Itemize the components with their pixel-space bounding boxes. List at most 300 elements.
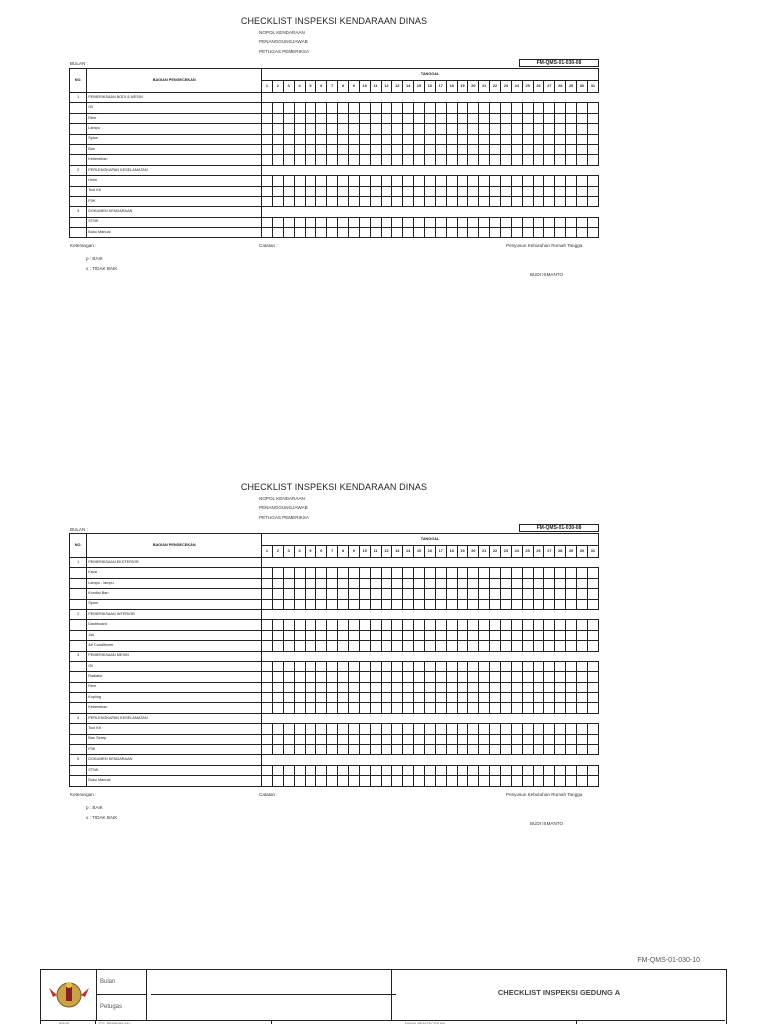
check-cell[interactable] — [305, 599, 316, 609]
check-cell[interactable] — [566, 144, 577, 154]
check-cell[interactable] — [479, 113, 490, 123]
check-cell[interactable] — [587, 568, 598, 578]
check-cell[interactable] — [403, 144, 414, 154]
check-cell[interactable] — [338, 620, 349, 630]
check-cell[interactable] — [370, 745, 381, 755]
check-cell[interactable] — [348, 661, 359, 671]
check-cell[interactable] — [272, 176, 283, 186]
check-cell[interactable] — [414, 228, 425, 238]
check-cell[interactable] — [381, 155, 392, 165]
check-cell[interactable] — [566, 134, 577, 144]
check-cell[interactable] — [294, 568, 305, 578]
check-cell[interactable] — [370, 228, 381, 238]
check-cell[interactable] — [359, 144, 370, 154]
check-cell[interactable] — [348, 682, 359, 692]
check-cell[interactable] — [490, 693, 501, 703]
check-cell[interactable] — [490, 568, 501, 578]
check-cell[interactable] — [348, 672, 359, 682]
check-cell[interactable] — [544, 776, 555, 786]
check-cell[interactable] — [468, 693, 479, 703]
check-cell[interactable] — [446, 228, 457, 238]
check-cell[interactable] — [566, 620, 577, 630]
check-cell[interactable] — [446, 103, 457, 113]
check-cell[interactable] — [381, 693, 392, 703]
check-cell[interactable] — [555, 765, 566, 775]
check-cell[interactable] — [403, 155, 414, 165]
check-cell[interactable] — [511, 578, 522, 588]
check-cell[interactable] — [327, 196, 338, 206]
check-cell[interactable] — [381, 578, 392, 588]
check-cell[interactable] — [283, 113, 294, 123]
check-cell[interactable] — [424, 693, 435, 703]
check-cell[interactable] — [511, 589, 522, 599]
check-cell[interactable] — [511, 144, 522, 154]
check-cell[interactable] — [457, 176, 468, 186]
check-cell[interactable] — [457, 103, 468, 113]
check-cell[interactable] — [403, 217, 414, 227]
check-cell[interactable] — [359, 661, 370, 671]
check-cell[interactable] — [435, 693, 446, 703]
check-cell[interactable] — [576, 155, 587, 165]
check-cell[interactable] — [424, 703, 435, 713]
check-cell[interactable] — [566, 186, 577, 196]
check-cell[interactable] — [522, 776, 533, 786]
check-cell[interactable] — [511, 703, 522, 713]
check-cell[interactable] — [370, 186, 381, 196]
check-cell[interactable] — [544, 630, 555, 640]
check-cell[interactable] — [533, 745, 544, 755]
check-cell[interactable] — [294, 745, 305, 755]
check-cell[interactable] — [435, 186, 446, 196]
check-cell[interactable] — [435, 682, 446, 692]
check-cell[interactable] — [424, 589, 435, 599]
check-cell[interactable] — [370, 113, 381, 123]
check-cell[interactable] — [555, 630, 566, 640]
check-cell[interactable] — [587, 630, 598, 640]
check-cell[interactable] — [348, 776, 359, 786]
check-cell[interactable] — [316, 568, 327, 578]
check-cell[interactable] — [262, 134, 273, 144]
check-cell[interactable] — [533, 144, 544, 154]
check-cell[interactable] — [359, 228, 370, 238]
check-cell[interactable] — [272, 620, 283, 630]
check-cell[interactable] — [576, 124, 587, 134]
check-cell[interactable] — [500, 745, 511, 755]
check-cell[interactable] — [370, 196, 381, 206]
check-cell[interactable] — [348, 599, 359, 609]
check-cell[interactable] — [370, 568, 381, 578]
check-cell[interactable] — [566, 599, 577, 609]
check-cell[interactable] — [294, 724, 305, 734]
check-cell[interactable] — [424, 599, 435, 609]
check-cell[interactable] — [479, 734, 490, 744]
check-cell[interactable] — [262, 217, 273, 227]
check-cell[interactable] — [479, 578, 490, 588]
check-cell[interactable] — [348, 703, 359, 713]
check-cell[interactable] — [414, 568, 425, 578]
check-cell[interactable] — [479, 228, 490, 238]
check-cell[interactable] — [424, 113, 435, 123]
check-cell[interactable] — [555, 589, 566, 599]
check-cell[interactable] — [359, 682, 370, 692]
check-cell[interactable] — [316, 113, 327, 123]
check-cell[interactable] — [327, 589, 338, 599]
check-cell[interactable] — [338, 134, 349, 144]
check-cell[interactable] — [587, 620, 598, 630]
check-cell[interactable] — [544, 155, 555, 165]
check-cell[interactable] — [392, 196, 403, 206]
check-cell[interactable] — [576, 620, 587, 630]
check-cell[interactable] — [587, 724, 598, 734]
check-cell[interactable] — [522, 124, 533, 134]
check-cell[interactable] — [435, 661, 446, 671]
check-cell[interactable] — [566, 630, 577, 640]
check-cell[interactable] — [544, 568, 555, 578]
check-cell[interactable] — [305, 155, 316, 165]
check-cell[interactable] — [522, 641, 533, 651]
check-cell[interactable] — [414, 155, 425, 165]
check-cell[interactable] — [305, 134, 316, 144]
check-cell[interactable] — [262, 124, 273, 134]
check-cell[interactable] — [576, 630, 587, 640]
check-cell[interactable] — [327, 661, 338, 671]
check-cell[interactable] — [424, 124, 435, 134]
check-cell[interactable] — [500, 672, 511, 682]
check-cell[interactable] — [381, 682, 392, 692]
check-cell[interactable] — [381, 103, 392, 113]
check-cell[interactable] — [468, 228, 479, 238]
check-cell[interactable] — [294, 176, 305, 186]
check-cell[interactable] — [457, 599, 468, 609]
check-cell[interactable] — [533, 599, 544, 609]
check-cell[interactable] — [544, 113, 555, 123]
check-cell[interactable] — [424, 144, 435, 154]
check-cell[interactable] — [490, 217, 501, 227]
check-cell[interactable] — [327, 765, 338, 775]
check-cell[interactable] — [479, 196, 490, 206]
check-cell[interactable] — [305, 745, 316, 755]
check-cell[interactable] — [316, 641, 327, 651]
check-cell[interactable] — [566, 703, 577, 713]
check-cell[interactable] — [262, 578, 273, 588]
check-cell[interactable] — [316, 134, 327, 144]
check-cell[interactable] — [490, 578, 501, 588]
check-cell[interactable] — [457, 134, 468, 144]
check-cell[interactable] — [272, 103, 283, 113]
check-cell[interactable] — [446, 599, 457, 609]
check-cell[interactable] — [414, 144, 425, 154]
check-cell[interactable] — [576, 217, 587, 227]
check-cell[interactable] — [555, 693, 566, 703]
check-cell[interactable] — [370, 703, 381, 713]
check-cell[interactable] — [424, 641, 435, 651]
check-cell[interactable] — [479, 599, 490, 609]
check-cell[interactable] — [522, 630, 533, 640]
check-cell[interactable] — [316, 196, 327, 206]
check-cell[interactable] — [490, 589, 501, 599]
check-cell[interactable] — [500, 228, 511, 238]
check-cell[interactable] — [403, 703, 414, 713]
check-cell[interactable] — [327, 599, 338, 609]
check-cell[interactable] — [533, 661, 544, 671]
check-cell[interactable] — [566, 661, 577, 671]
check-cell[interactable] — [294, 217, 305, 227]
check-cell[interactable] — [533, 672, 544, 682]
check-cell[interactable] — [479, 124, 490, 134]
check-cell[interactable] — [468, 682, 479, 692]
check-cell[interactable] — [403, 589, 414, 599]
check-cell[interactable] — [435, 103, 446, 113]
check-cell[interactable] — [533, 228, 544, 238]
check-cell[interactable] — [468, 734, 479, 744]
check-cell[interactable] — [500, 630, 511, 640]
check-cell[interactable] — [327, 724, 338, 734]
check-cell[interactable] — [316, 672, 327, 682]
check-cell[interactable] — [468, 113, 479, 123]
check-cell[interactable] — [272, 599, 283, 609]
check-cell[interactable] — [533, 113, 544, 123]
check-cell[interactable] — [403, 176, 414, 186]
check-cell[interactable] — [283, 724, 294, 734]
check-cell[interactable] — [500, 155, 511, 165]
check-cell[interactable] — [522, 217, 533, 227]
check-cell[interactable] — [359, 765, 370, 775]
check-cell[interactable] — [522, 765, 533, 775]
check-cell[interactable] — [283, 103, 294, 113]
check-cell[interactable] — [490, 661, 501, 671]
check-cell[interactable] — [490, 703, 501, 713]
check-cell[interactable] — [403, 661, 414, 671]
check-cell[interactable] — [327, 734, 338, 744]
check-cell[interactable] — [566, 217, 577, 227]
check-cell[interactable] — [566, 568, 577, 578]
check-cell[interactable] — [555, 682, 566, 692]
check-cell[interactable] — [457, 155, 468, 165]
check-cell[interactable] — [262, 734, 273, 744]
check-cell[interactable] — [348, 134, 359, 144]
check-cell[interactable] — [511, 134, 522, 144]
check-cell[interactable] — [511, 186, 522, 196]
check-cell[interactable] — [424, 620, 435, 630]
check-cell[interactable] — [370, 599, 381, 609]
check-cell[interactable] — [338, 144, 349, 154]
check-cell[interactable] — [446, 661, 457, 671]
check-cell[interactable] — [392, 734, 403, 744]
check-cell[interactable] — [555, 776, 566, 786]
check-cell[interactable] — [294, 765, 305, 775]
check-cell[interactable] — [283, 672, 294, 682]
check-cell[interactable] — [544, 703, 555, 713]
check-cell[interactable] — [479, 765, 490, 775]
check-cell[interactable] — [500, 589, 511, 599]
check-cell[interactable] — [457, 630, 468, 640]
check-cell[interactable] — [544, 661, 555, 671]
check-cell[interactable] — [511, 641, 522, 651]
check-cell[interactable] — [414, 589, 425, 599]
check-cell[interactable] — [272, 589, 283, 599]
check-cell[interactable] — [305, 682, 316, 692]
check-cell[interactable] — [348, 641, 359, 651]
check-cell[interactable] — [327, 703, 338, 713]
check-cell[interactable] — [392, 745, 403, 755]
check-cell[interactable] — [500, 568, 511, 578]
check-cell[interactable] — [359, 196, 370, 206]
check-cell[interactable] — [348, 724, 359, 734]
check-cell[interactable] — [435, 228, 446, 238]
check-cell[interactable] — [533, 124, 544, 134]
check-cell[interactable] — [511, 765, 522, 775]
check-cell[interactable] — [468, 103, 479, 113]
check-cell[interactable] — [359, 134, 370, 144]
check-cell[interactable] — [522, 589, 533, 599]
check-cell[interactable] — [424, 228, 435, 238]
check-cell[interactable] — [414, 776, 425, 786]
check-cell[interactable] — [544, 620, 555, 630]
check-cell[interactable] — [544, 745, 555, 755]
check-cell[interactable] — [338, 186, 349, 196]
check-cell[interactable] — [359, 693, 370, 703]
check-cell[interactable] — [435, 745, 446, 755]
check-cell[interactable] — [511, 568, 522, 578]
check-cell[interactable] — [403, 693, 414, 703]
check-cell[interactable] — [576, 776, 587, 786]
check-cell[interactable] — [566, 724, 577, 734]
check-cell[interactable] — [392, 765, 403, 775]
check-cell[interactable] — [446, 693, 457, 703]
check-cell[interactable] — [544, 682, 555, 692]
check-cell[interactable] — [566, 641, 577, 651]
check-cell[interactable] — [370, 672, 381, 682]
check-cell[interactable] — [576, 113, 587, 123]
check-cell[interactable] — [305, 672, 316, 682]
check-cell[interactable] — [435, 578, 446, 588]
check-cell[interactable] — [457, 682, 468, 692]
check-cell[interactable] — [544, 693, 555, 703]
check-cell[interactable] — [566, 589, 577, 599]
check-cell[interactable] — [327, 672, 338, 682]
check-cell[interactable] — [414, 599, 425, 609]
check-cell[interactable] — [392, 144, 403, 154]
check-cell[interactable] — [272, 693, 283, 703]
check-cell[interactable] — [490, 724, 501, 734]
check-cell[interactable] — [446, 176, 457, 186]
check-cell[interactable] — [479, 630, 490, 640]
check-cell[interactable] — [294, 641, 305, 651]
check-cell[interactable] — [446, 589, 457, 599]
check-cell[interactable] — [272, 703, 283, 713]
check-cell[interactable] — [566, 693, 577, 703]
check-cell[interactable] — [305, 765, 316, 775]
check-cell[interactable] — [468, 630, 479, 640]
check-cell[interactable] — [392, 703, 403, 713]
check-cell[interactable] — [446, 776, 457, 786]
check-cell[interactable] — [457, 589, 468, 599]
check-cell[interactable] — [587, 228, 598, 238]
check-cell[interactable] — [359, 217, 370, 227]
check-cell[interactable] — [446, 703, 457, 713]
check-cell[interactable] — [359, 641, 370, 651]
check-cell[interactable] — [283, 217, 294, 227]
check-cell[interactable] — [446, 196, 457, 206]
check-cell[interactable] — [500, 599, 511, 609]
check-cell[interactable] — [533, 703, 544, 713]
check-cell[interactable] — [435, 599, 446, 609]
check-cell[interactable] — [457, 228, 468, 238]
check-cell[interactable] — [457, 641, 468, 651]
check-cell[interactable] — [544, 724, 555, 734]
check-cell[interactable] — [533, 693, 544, 703]
check-cell[interactable] — [381, 134, 392, 144]
check-cell[interactable] — [490, 641, 501, 651]
check-cell[interactable] — [457, 734, 468, 744]
check-cell[interactable] — [359, 745, 370, 755]
check-cell[interactable] — [272, 568, 283, 578]
check-cell[interactable] — [283, 745, 294, 755]
check-cell[interactable] — [435, 776, 446, 786]
check-cell[interactable] — [511, 599, 522, 609]
check-cell[interactable] — [533, 134, 544, 144]
check-cell[interactable] — [294, 144, 305, 154]
check-cell[interactable] — [500, 620, 511, 630]
check-cell[interactable] — [511, 155, 522, 165]
check-cell[interactable] — [338, 589, 349, 599]
check-cell[interactable] — [316, 578, 327, 588]
check-cell[interactable] — [446, 745, 457, 755]
check-cell[interactable] — [414, 620, 425, 630]
check-cell[interactable] — [316, 228, 327, 238]
check-cell[interactable] — [262, 113, 273, 123]
check-cell[interactable] — [403, 682, 414, 692]
check-cell[interactable] — [294, 589, 305, 599]
check-cell[interactable] — [457, 124, 468, 134]
check-cell[interactable] — [533, 641, 544, 651]
check-cell[interactable] — [555, 217, 566, 227]
check-cell[interactable] — [566, 776, 577, 786]
check-cell[interactable] — [392, 155, 403, 165]
check-cell[interactable] — [500, 103, 511, 113]
check-cell[interactable] — [587, 186, 598, 196]
check-cell[interactable] — [479, 589, 490, 599]
check-cell[interactable] — [500, 641, 511, 651]
check-cell[interactable] — [316, 599, 327, 609]
check-cell[interactable] — [511, 745, 522, 755]
check-cell[interactable] — [479, 217, 490, 227]
check-cell[interactable] — [414, 703, 425, 713]
check-cell[interactable] — [522, 113, 533, 123]
check-cell[interactable] — [544, 124, 555, 134]
check-cell[interactable] — [555, 661, 566, 671]
check-cell[interactable] — [435, 724, 446, 734]
check-cell[interactable] — [403, 103, 414, 113]
check-cell[interactable] — [338, 630, 349, 640]
check-cell[interactable] — [327, 745, 338, 755]
check-cell[interactable] — [359, 672, 370, 682]
check-cell[interactable] — [587, 176, 598, 186]
check-cell[interactable] — [424, 672, 435, 682]
check-cell[interactable] — [348, 693, 359, 703]
check-cell[interactable] — [587, 703, 598, 713]
check-cell[interactable] — [468, 196, 479, 206]
check-cell[interactable] — [381, 620, 392, 630]
check-cell[interactable] — [490, 620, 501, 630]
check-cell[interactable] — [262, 103, 273, 113]
check-cell[interactable] — [511, 113, 522, 123]
check-cell[interactable] — [457, 745, 468, 755]
check-cell[interactable] — [348, 734, 359, 744]
check-cell[interactable] — [392, 113, 403, 123]
check-cell[interactable] — [414, 578, 425, 588]
check-cell[interactable] — [576, 599, 587, 609]
